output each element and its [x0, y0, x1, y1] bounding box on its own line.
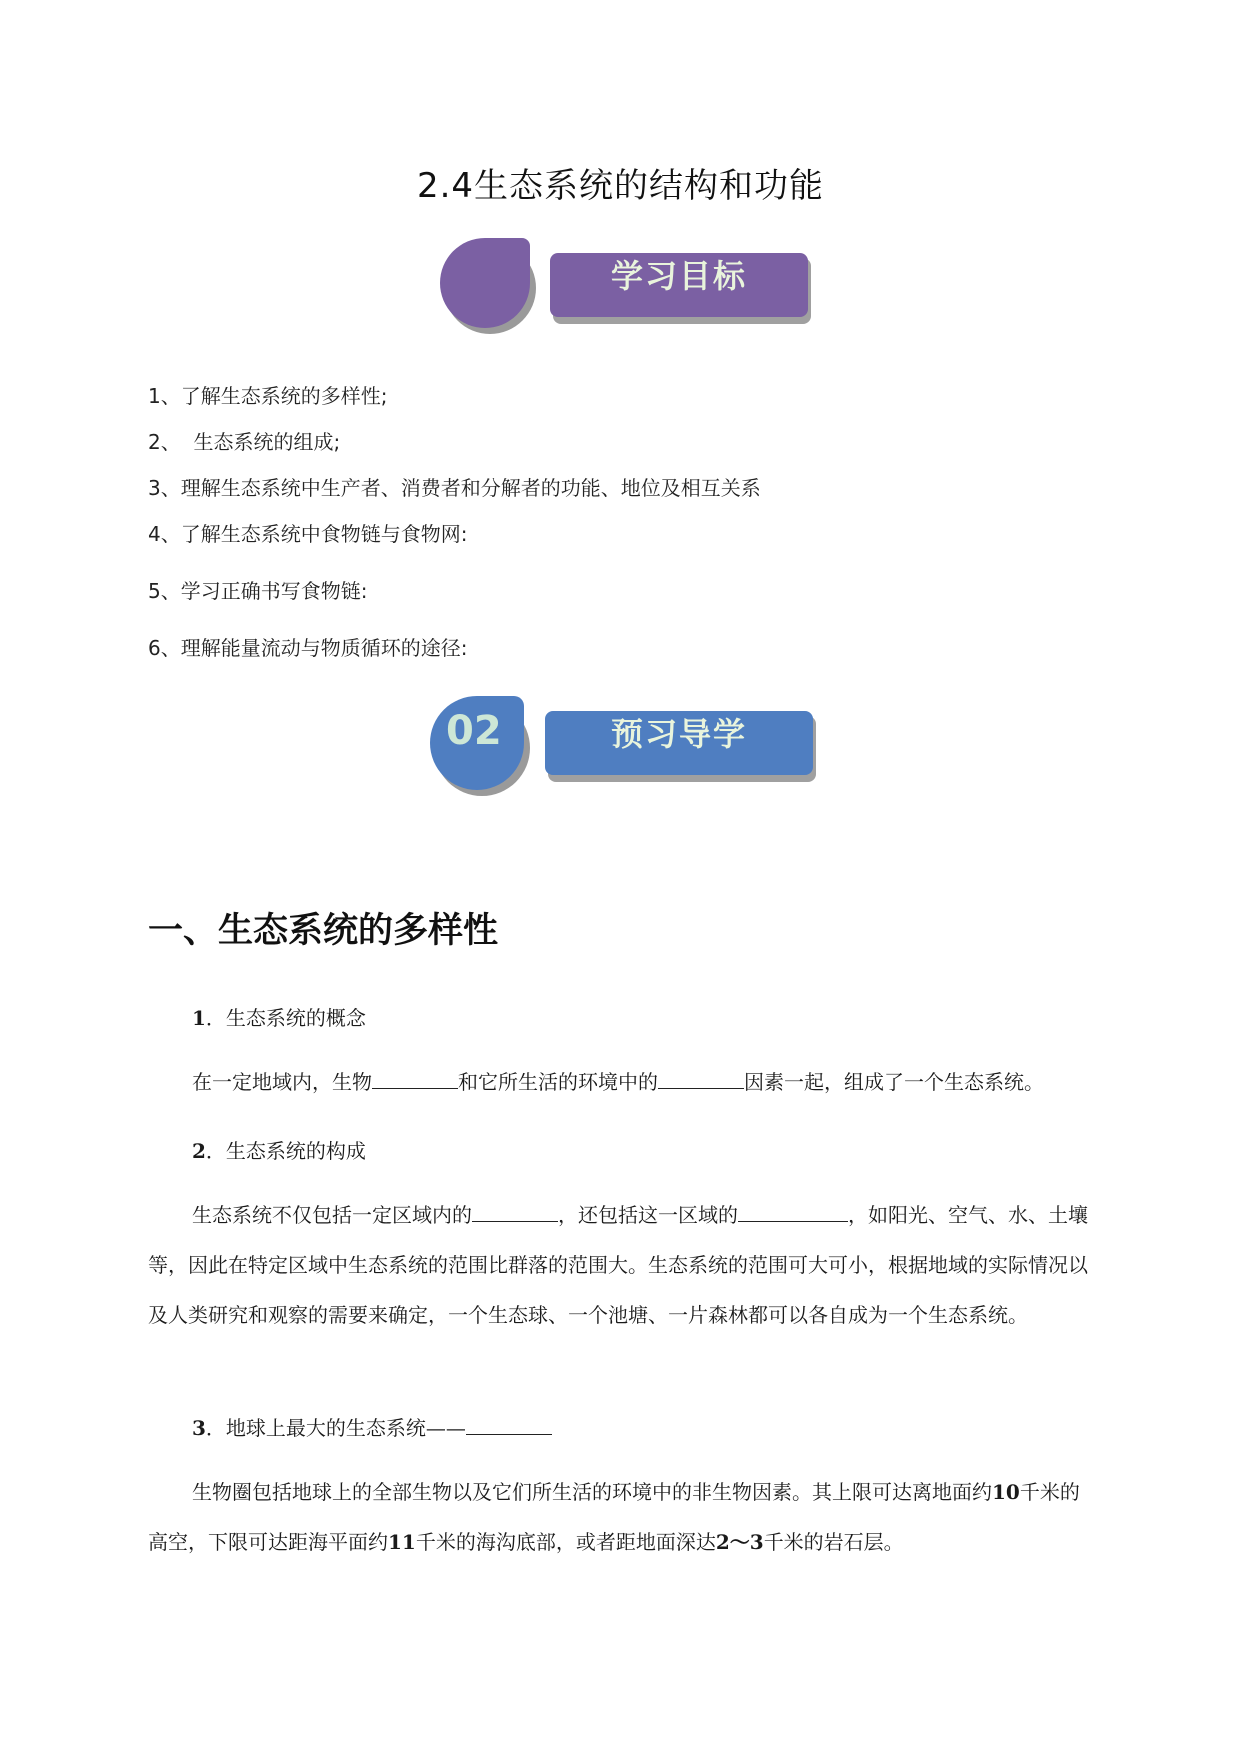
- subheading-1: [192, 1002, 366, 1031]
- p3-text-d: 千米的岩石层。: [763, 1530, 904, 1554]
- subheading-3: [192, 1412, 552, 1441]
- p1-text-b: 和它所生活的环境中的: [458, 1070, 658, 1094]
- subheading-2-number: 2: [192, 1139, 206, 1163]
- paragraph-3: [148, 1467, 1098, 1567]
- p3-text-a: 生物圈包括地球上的全部生物以及它们所生活的环境中的非生物因素。其上限可达离地面约: [192, 1480, 992, 1504]
- p1-text-a: 在一定地域内，生物: [192, 1070, 372, 1094]
- goal-item-6: 6、理解能量流动与物质循环的途径:: [148, 636, 468, 660]
- page-title: 2.4生态系统的结构和功能: [416, 166, 825, 206]
- goal-item-1: 1、了解生态系统的多样性;: [148, 384, 388, 408]
- p2-text-b: ，还包括这一区域的: [558, 1203, 738, 1227]
- goal-item-3: 3、理解生态系统中生产者、消费者和分解者的功能、地位及相互关系: [148, 476, 761, 500]
- subheading-3-title: ．地球上最大的生态系统——: [205, 1416, 466, 1440]
- goal-item-5: 5、学习正确书写食物链:: [148, 579, 368, 603]
- p3-number-1: 10: [992, 1480, 1020, 1504]
- paragraph-2: [148, 1190, 1098, 1340]
- section-heading: 一、生态系统的多样性: [148, 911, 499, 951]
- fill-blank-3[interactable]: [472, 1201, 558, 1222]
- banner-circle: [440, 238, 530, 328]
- p2-text-a: 生态系统不仅包括一定区域内的: [192, 1203, 472, 1227]
- p1-text-c: 因素一起，组成了一个生态系统。: [744, 1070, 1044, 1094]
- subheading-1-title: ．生态系统的概念: [205, 1006, 366, 1030]
- p3-number-2: 11: [388, 1530, 416, 1554]
- goal-item-4: 4、了解生态系统中食物链与食物网:: [148, 522, 468, 546]
- preview-banner-label: 预习导学: [545, 711, 813, 775]
- p3-number-3: 2～3: [715, 1530, 764, 1554]
- fill-blank-2[interactable]: [658, 1068, 744, 1089]
- fill-blank-1[interactable]: [372, 1068, 458, 1089]
- p2-text-c: ，如阳光、空气、水、土壤等，因此在特定区域中生态系统的范围比群落的范围大。生态系统的范围可大可小，根据地域的实际情况以及人类研究和观察的需要来确定，一个生态球、一个池塘、一片森林都可以各自成为一个生态系统。: [148, 1203, 1088, 1327]
- goals-banner-label: 学习目标: [550, 253, 808, 317]
- goal-item-2: 2、 生态系统的组成;: [148, 430, 341, 454]
- subheading-3-number: 3: [192, 1416, 206, 1440]
- fill-blank-5[interactable]: [466, 1414, 552, 1435]
- fill-blank-4[interactable]: [738, 1201, 848, 1222]
- subheading-2-title: ．生态系统的构成: [205, 1139, 366, 1163]
- preview-banner-number: 02: [446, 708, 502, 754]
- p3-text-c: 千米的海沟底部，或者距地面深达: [415, 1530, 716, 1554]
- paragraph-1: [148, 1057, 1098, 1107]
- p3-text-b: 千米的高空，下限可达距海平面约: [148, 1480, 1080, 1554]
- subheading-1-number: 1: [192, 1006, 206, 1030]
- subheading-2: [192, 1135, 366, 1164]
